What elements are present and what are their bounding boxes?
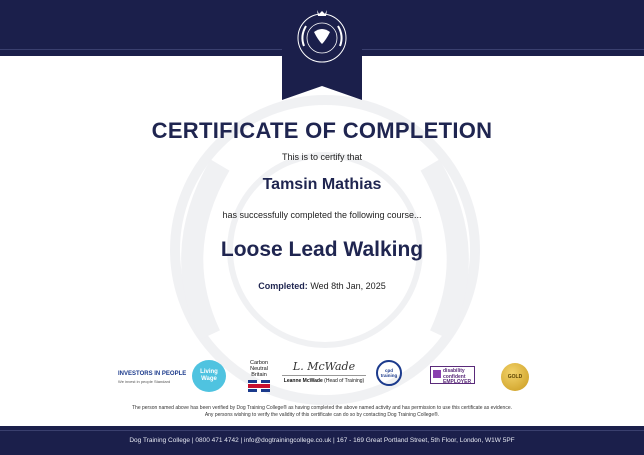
cpd-logo: cpd training (376, 360, 402, 386)
intro-text: This is to certify that (281, 152, 363, 162)
signature-block (282, 360, 366, 384)
disclaimer (0, 405, 644, 419)
completion-line (0, 281, 644, 291)
completed-date: Wed 8th Jan, 2025 (310, 281, 386, 291)
signatory-name: Leanne McWade (283, 378, 323, 384)
carbon-neutral-logo (246, 360, 272, 392)
investors-sub: We invest in people Standard (118, 379, 171, 384)
union-flag-icon (248, 380, 270, 392)
certificate-title: CERTIFICATE OF COMPLETION (151, 118, 493, 143)
completed-label: Completed: (258, 281, 308, 291)
signature: L. McWade (282, 360, 366, 376)
disability-text: disability confident (443, 368, 466, 380)
course-name: Loose Lead Walking (220, 238, 424, 261)
investors-in-people-logo (118, 370, 186, 386)
statement-text: has successfully completed the following course... (222, 210, 422, 220)
gold-award-logo: GOLD (501, 363, 529, 391)
disability-confident-logo (430, 366, 475, 384)
signatory-line (282, 378, 366, 384)
footer-contact: Dog Training College | 0800 471 4742 | info@dogtrainingcollege.co.uk | 167 - 169 Great Portland Street, 5th Floor, London, W1W 5PF (0, 426, 644, 455)
disclaimer-line-1: The person named above has been verified by Dog Training College® as having completed the above named activity and has permission to use this certificate as evidence. (131, 405, 512, 411)
recipient-name: Tamsin Mathias (262, 176, 382, 193)
accreditation-logos (0, 358, 644, 398)
college-crest-logo (290, 6, 354, 70)
living-wage-logo: Living Wage (192, 360, 226, 392)
disability-sub: EMPLOYER (443, 379, 472, 385)
disclaimer-line-2: Any persons wishing to verify the validity of this certificate can do so by contacting Dog Training College®. (204, 412, 440, 418)
signatory-role: (Head of Training) (324, 378, 365, 384)
investors-title: INVESTORS IN PEOPLE (118, 371, 187, 377)
carbon-text: Carbon Neutral Britain (249, 360, 269, 378)
